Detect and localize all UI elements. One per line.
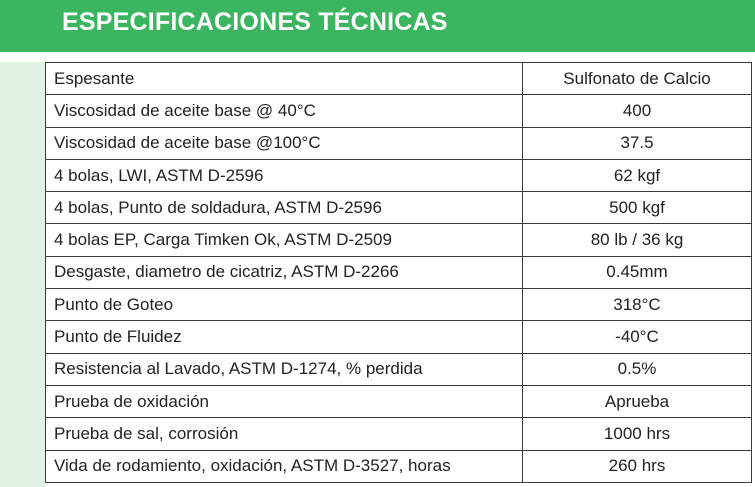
spec-property: 4 bolas, Punto de soldadura, ASTM D-2596 (46, 192, 523, 224)
side-band (0, 62, 45, 487)
spec-value: 0.5% (523, 353, 752, 385)
spec-property: Viscosidad de aceite base @ 40°C (46, 95, 523, 127)
spec-value: 0.45mm (523, 256, 752, 288)
spec-value: 318°C (523, 289, 752, 321)
spec-value: 500 kgf (523, 192, 752, 224)
table-row (46, 224, 752, 256)
spec-property: Prueba de sal, corrosión (46, 418, 523, 450)
spec-property: 4 bolas EP, Carga Timken Ok, ASTM D-2509 (46, 224, 523, 256)
spec-property: Resistencia al Lavado, ASTM D-1274, % perdida (46, 353, 523, 385)
spec-value: -40°C (523, 321, 752, 353)
table-row (46, 159, 752, 191)
spec-value: 260 hrs (523, 450, 752, 482)
spec-value: 1000 hrs (523, 418, 752, 450)
table-row (46, 321, 752, 353)
specifications-table (45, 62, 752, 483)
spec-value: 80 lb / 36 kg (523, 224, 752, 256)
table-row (46, 450, 752, 482)
spec-value: 62 kgf (523, 159, 752, 191)
spec-value: 37.5 (523, 127, 752, 159)
section-header (0, 0, 755, 52)
spec-property: Prueba de oxidación (46, 385, 523, 417)
table-row (46, 192, 752, 224)
spec-property: Punto de Fluidez (46, 321, 523, 353)
table-row (46, 127, 752, 159)
section-title: ESPECIFICACIONES TÉCNICAS (62, 8, 448, 36)
spec-value: 400 (523, 95, 752, 127)
spec-property: Espesante (46, 63, 523, 95)
spec-property: 4 bolas, LWI, ASTM D-2596 (46, 159, 523, 191)
table-row (46, 353, 752, 385)
spec-property: Vida de rodamiento, oxidación, ASTM D-3527, horas (46, 450, 523, 482)
spec-value: Sulfonato de Calcio (523, 63, 752, 95)
table-row (46, 418, 752, 450)
table-row (46, 289, 752, 321)
spec-property: Desgaste, diametro de cicatriz, ASTM D-2266 (46, 256, 523, 288)
spec-property: Viscosidad de aceite base @100°C (46, 127, 523, 159)
spec-value: Aprueba (523, 385, 752, 417)
spec-property: Punto de Goteo (46, 289, 523, 321)
table-row (46, 385, 752, 417)
table-row (46, 95, 752, 127)
table-row (46, 63, 752, 95)
table-row (46, 256, 752, 288)
